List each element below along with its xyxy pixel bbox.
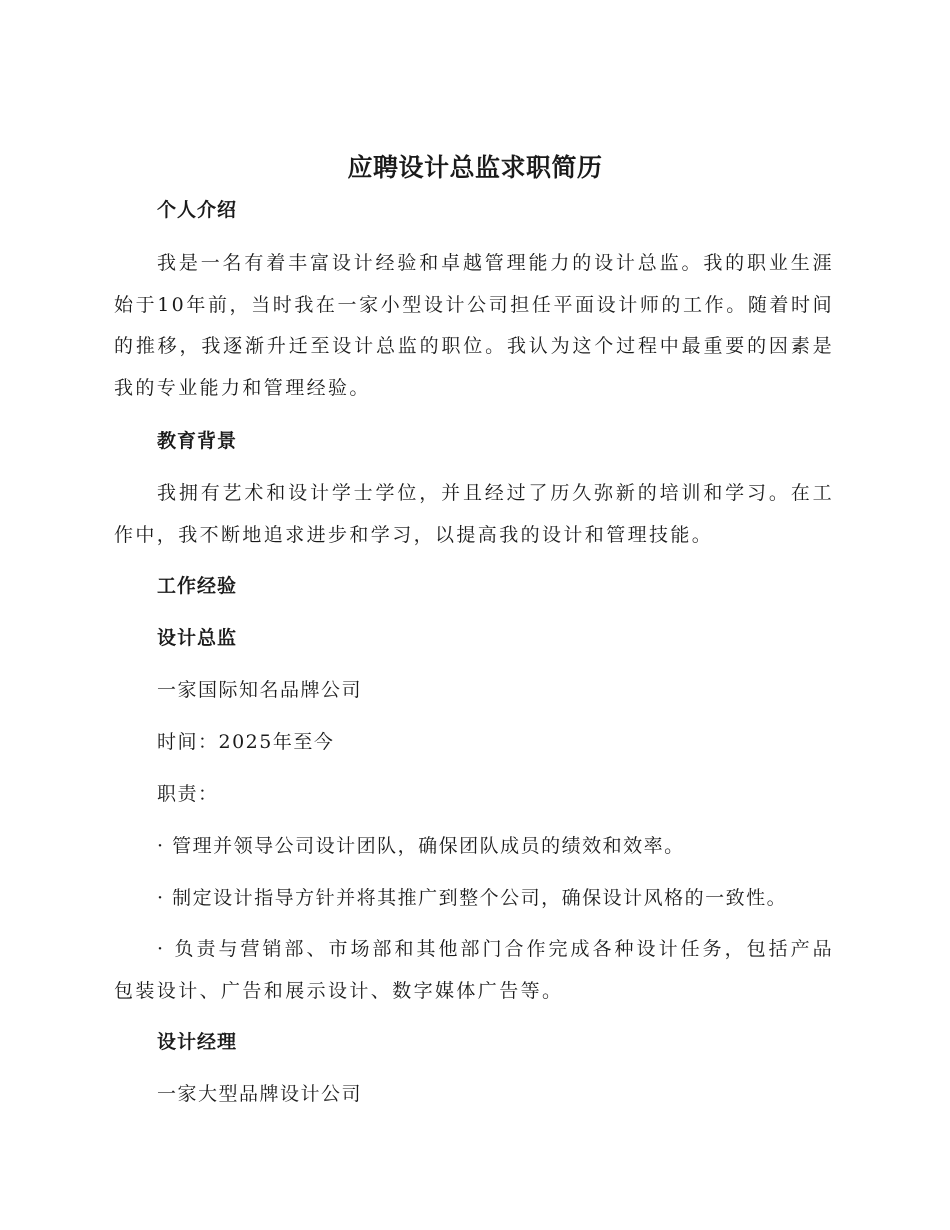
duty-item-3: · 负责与营销部、市场部和其他部门合作完成各种设计任务，包括产品包装设计、广告和展示设计、数字媒体广告等。 xyxy=(114,938,834,1002)
section-heading-experience: 工作经验 xyxy=(157,575,238,597)
job-title-1: 设计总监 xyxy=(157,627,238,649)
job-company-1: 一家国际知名品牌公司 xyxy=(157,679,363,701)
document-title: 应聘设计总监求职简历 xyxy=(347,153,603,182)
job-title-2: 设计经理 xyxy=(157,1031,238,1053)
education-paragraph: 我拥有艺术和设计学士学位，并且经过了历久弥新的培训和学习。在工作中，我不断地追求进步和学习，以提高我的设计和管理技能。 xyxy=(114,482,834,546)
section-heading-education: 教育背景 xyxy=(157,430,238,452)
intro-paragraph: 我是一名有着丰富设计经验和卓越管理能力的设计总监。我的职业生涯始于10年前，当时我在一家小型设计公司担任平面设计师的工作。随着时间的推移，我逐渐升迁至设计总监的职位。我认为这个过程中最重要的因素是我的专业能力和管理经验。 xyxy=(114,252,834,399)
duty-item-2: · 制定设计指导方针并将其推广到整个公司，确保设计风格的一致性。 xyxy=(157,887,788,909)
section-heading-intro: 个人介绍 xyxy=(157,199,238,221)
job-time-1: 时间：2025年至今 xyxy=(157,731,335,753)
job-company-2: 一家大型品牌设计公司 xyxy=(157,1083,363,1105)
job-duties-label-1: 职责： xyxy=(157,783,219,805)
duty-item-1: · 管理并领导公司设计团队，确保团队成员的绩效和效率。 xyxy=(157,835,685,857)
